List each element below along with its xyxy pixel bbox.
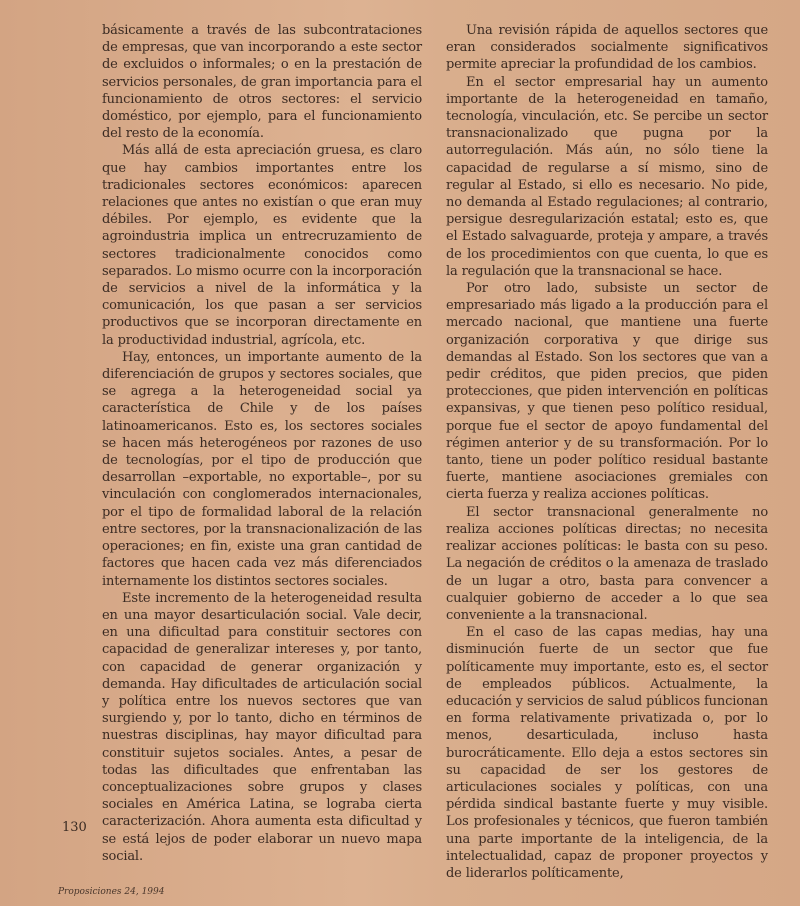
paragraph: Por otro lado, subsiste un sector de empresariado más ligado a la producción para el mercado nacional, que mantiene una fuerte organización corporativa y que dirige sus demandas al Estado. Son los sectores que van a pedir créditos, que piden precios, que piden protecciones, que piden intervención en políticas expansivas, y que tienen peso político residual, porque fue el sector de apoyo fundamental del régimen anterior y de su transformación. Por lo tanto, tiene un poder político residual bastante fuerte, mantiene asociaciones gremiales con cierta fuerza y realiza acciones políticas. [446, 281, 768, 503]
paragraph: Más allá de esta apreciación gruesa, es claro que hay cambios importantes entre los tradicionales sectores económicos: aparecen relaciones que antes no existían o que eran muy débiles. Por ejemplo, es evidente que la agroindustria implica un entrecruzamiento de sectores tradicionalmente conocidos como separados. Lo mismo ocurre con la incorporación de servicios a nivel de la informática y la comunicación, los que pasan a ser servicios productivos que se incorporan directamente en la productividad industrial, agrícola, etc. [102, 143, 422, 348]
left-text-column [102, 22, 422, 865]
paragraph: Una revisión rápida de aquellos sectores que eran considerados socialmente significativos permite apreciar la profundidad de los cambios. [446, 23, 768, 73]
paragraph: Hay, entonces, un importante aumento de la diferenciación de grupos y sectores sociales, que se agrega a la heterogeneidad social ya característica de Chile y de los países latinoamericanos. Esto es, los sectores sociales se hacen más heterogéneos por razones de uso de tecnologías, por el tipo de producción que desarrollan –exportable, no exportable–, por su vinculación con conglomerados internacionales, por el tipo de formalidad laboral de la relación entre sectores, por la transnacionalización de las operaciones; en fin, existe una gran cantidad de factores que hacen cada vez más diferenciados internamente los distintos sectores sociales. [102, 349, 422, 589]
paragraph: básicamente a través de las subcontrataciones de empresas, que van incorporando a este sector de excluidos o informales; o en la prestación de servicios personales, de gran importancia para el funcionamiento de otros sectores: el servicio doméstico, por ejemplo, para el funcionamiento del resto de la economía. [102, 23, 422, 142]
paragraph: El sector transnacional generalmente no realiza acciones políticas directas; no necesita realizar acciones políticas: le basta con su peso. La negación de créditos o la amenaza de traslado de un lugar a otro, basta para convencer a cualquier gobierno de acceder a lo que sea conveniente a la transnacional. [446, 504, 768, 623]
paragraph: En el caso de las capas medias, hay una disminución fuerte de un sector que fue políticamente muy importante, esto es, el sector de empleados públicos. Actualmente, la educación y servicios de salud públicos funcionan en forma relativamente privatizada o, por lo menos, desarticulada, incluso hasta burocráticamente. Ello deja a estos sectores sin su capacidad de ser los gestores de articulaciones sociales y políticas, con una pérdida sindical bastante fuerte y muy visible. Los profesionales y técnicos, que fueron también una parte importante de la inteligencia, de la intelectualidad, capaz de proponer proyectos y de liderarlos políticamente, [446, 625, 768, 881]
right-text-column [446, 22, 768, 882]
paragraph: En el sector empresarial hay un aumento importante de la heterogeneidad en tamaño, tecnología, vinculación, etc. Se percibe un sector transnacionalizado que pugna por la autorregulación. Más aún, no sólo tiene la capacidad de regularse a sí mismo, sino de regular al Estado, si ello es necesario. No pide, no demanda al Estado regulaciones; al contrario, persigue desregularización estatal; esto es, que el Estado salvaguarde, proteja y ampare, a través de los procedimientos con que cuenta, lo que es la regulación que la transnacional se hace. [446, 74, 768, 279]
footer-citation: Proposiciones 24, 1994 [58, 887, 165, 897]
paragraph: Este incremento de la heterogeneidad resulta en una mayor desarticulación social. Vale decir, en una dificultad para constituir sectores con capacidad de generalizar intereses y, por tanto, con capacidad de generar organización y demanda. Hay dificultades de articulación social y política entre los nuevos sectores que van surgiendo y, por lo tanto, dicho en términos de nuestras disciplinas, hay mayor dificultad para constituir sujetos sociales. Antes, a pesar de todas las dificultades que enfrentaban las conceptualizaciones sobre grupos y clases sociales en América Latina, se lograba cierta caracterización. Ahora aumenta esta dificultad y se está lejos de poder elaborar un nuevo mapa social. [102, 590, 422, 864]
page-number: 130 [62, 820, 87, 835]
